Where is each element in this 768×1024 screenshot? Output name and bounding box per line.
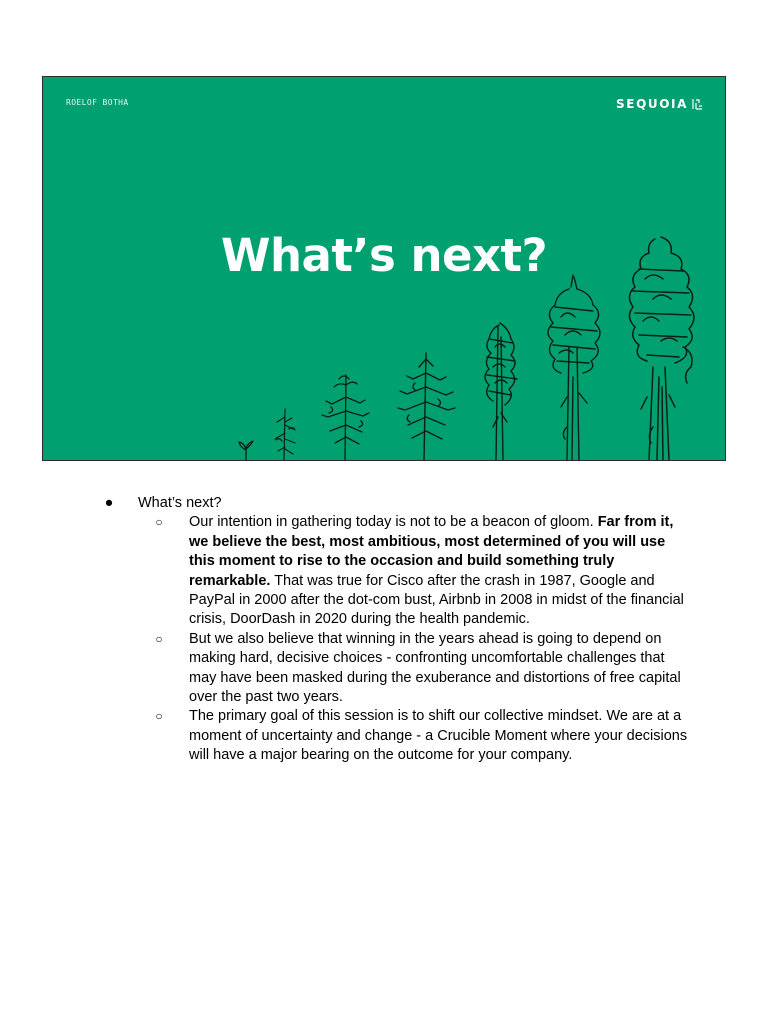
brand-name: SEQUOIA bbox=[616, 97, 688, 111]
speaker-notes bbox=[104, 494, 704, 766]
notes-sublist bbox=[138, 513, 704, 765]
tall-tree-icon bbox=[485, 323, 517, 460]
sapling-icon bbox=[275, 409, 295, 460]
note-text: Our intention in gathering today is not to be a beacon of gloom. bbox=[189, 514, 598, 531]
note-bold-text: Far from it, we believe the best, most ambitious, most determined of you will use this moment to rise to the occasion and build something truly remarkable. bbox=[189, 514, 674, 589]
notes-heading-item bbox=[104, 494, 704, 766]
title-slide bbox=[42, 76, 726, 461]
young-tree-icon bbox=[322, 375, 369, 460]
note-text: That was true for Cisco after the crash in 1987, Google and PayPal in 2000 after the dot-com bust, Airbnb in 2008 in midst of the financial crisis, DoorDash in 2020 during the health pandemic. bbox=[189, 572, 684, 628]
growing-tree-icon bbox=[398, 353, 455, 460]
note-text: The primary goal of this session is to shift our collective mindset. We are at a moment of uncertainty and change - a Crucible Moment where your decisions will have a major bearing on the outcome for your company. bbox=[189, 708, 688, 764]
list-item bbox=[138, 513, 689, 629]
circle-bullet-icon: ○ bbox=[155, 709, 163, 724]
bullet-icon: ● bbox=[104, 495, 114, 511]
list-item bbox=[138, 630, 689, 708]
sequoia-tree-icon bbox=[548, 275, 600, 460]
slide-title: What’s next? bbox=[220, 229, 548, 282]
circle-bullet-icon: ○ bbox=[155, 631, 163, 646]
sprout-icon bbox=[239, 441, 253, 460]
list-item bbox=[138, 707, 689, 765]
giant-sequoia-icon bbox=[629, 237, 694, 460]
tree-growth-illustration bbox=[43, 77, 725, 460]
circle-bullet-icon: ○ bbox=[155, 515, 163, 530]
author-label: ROELOF BOTHA bbox=[66, 98, 129, 107]
notes-list bbox=[104, 494, 704, 766]
note-text: But we also believe that winning in the years ahead is going to depend on making hard, decisive choices - confronting uncomfortable challenges that may have been masked during the exuberance and distortions of free capital over the past two years. bbox=[189, 630, 681, 706]
notes-heading: What’s next? bbox=[138, 495, 222, 511]
